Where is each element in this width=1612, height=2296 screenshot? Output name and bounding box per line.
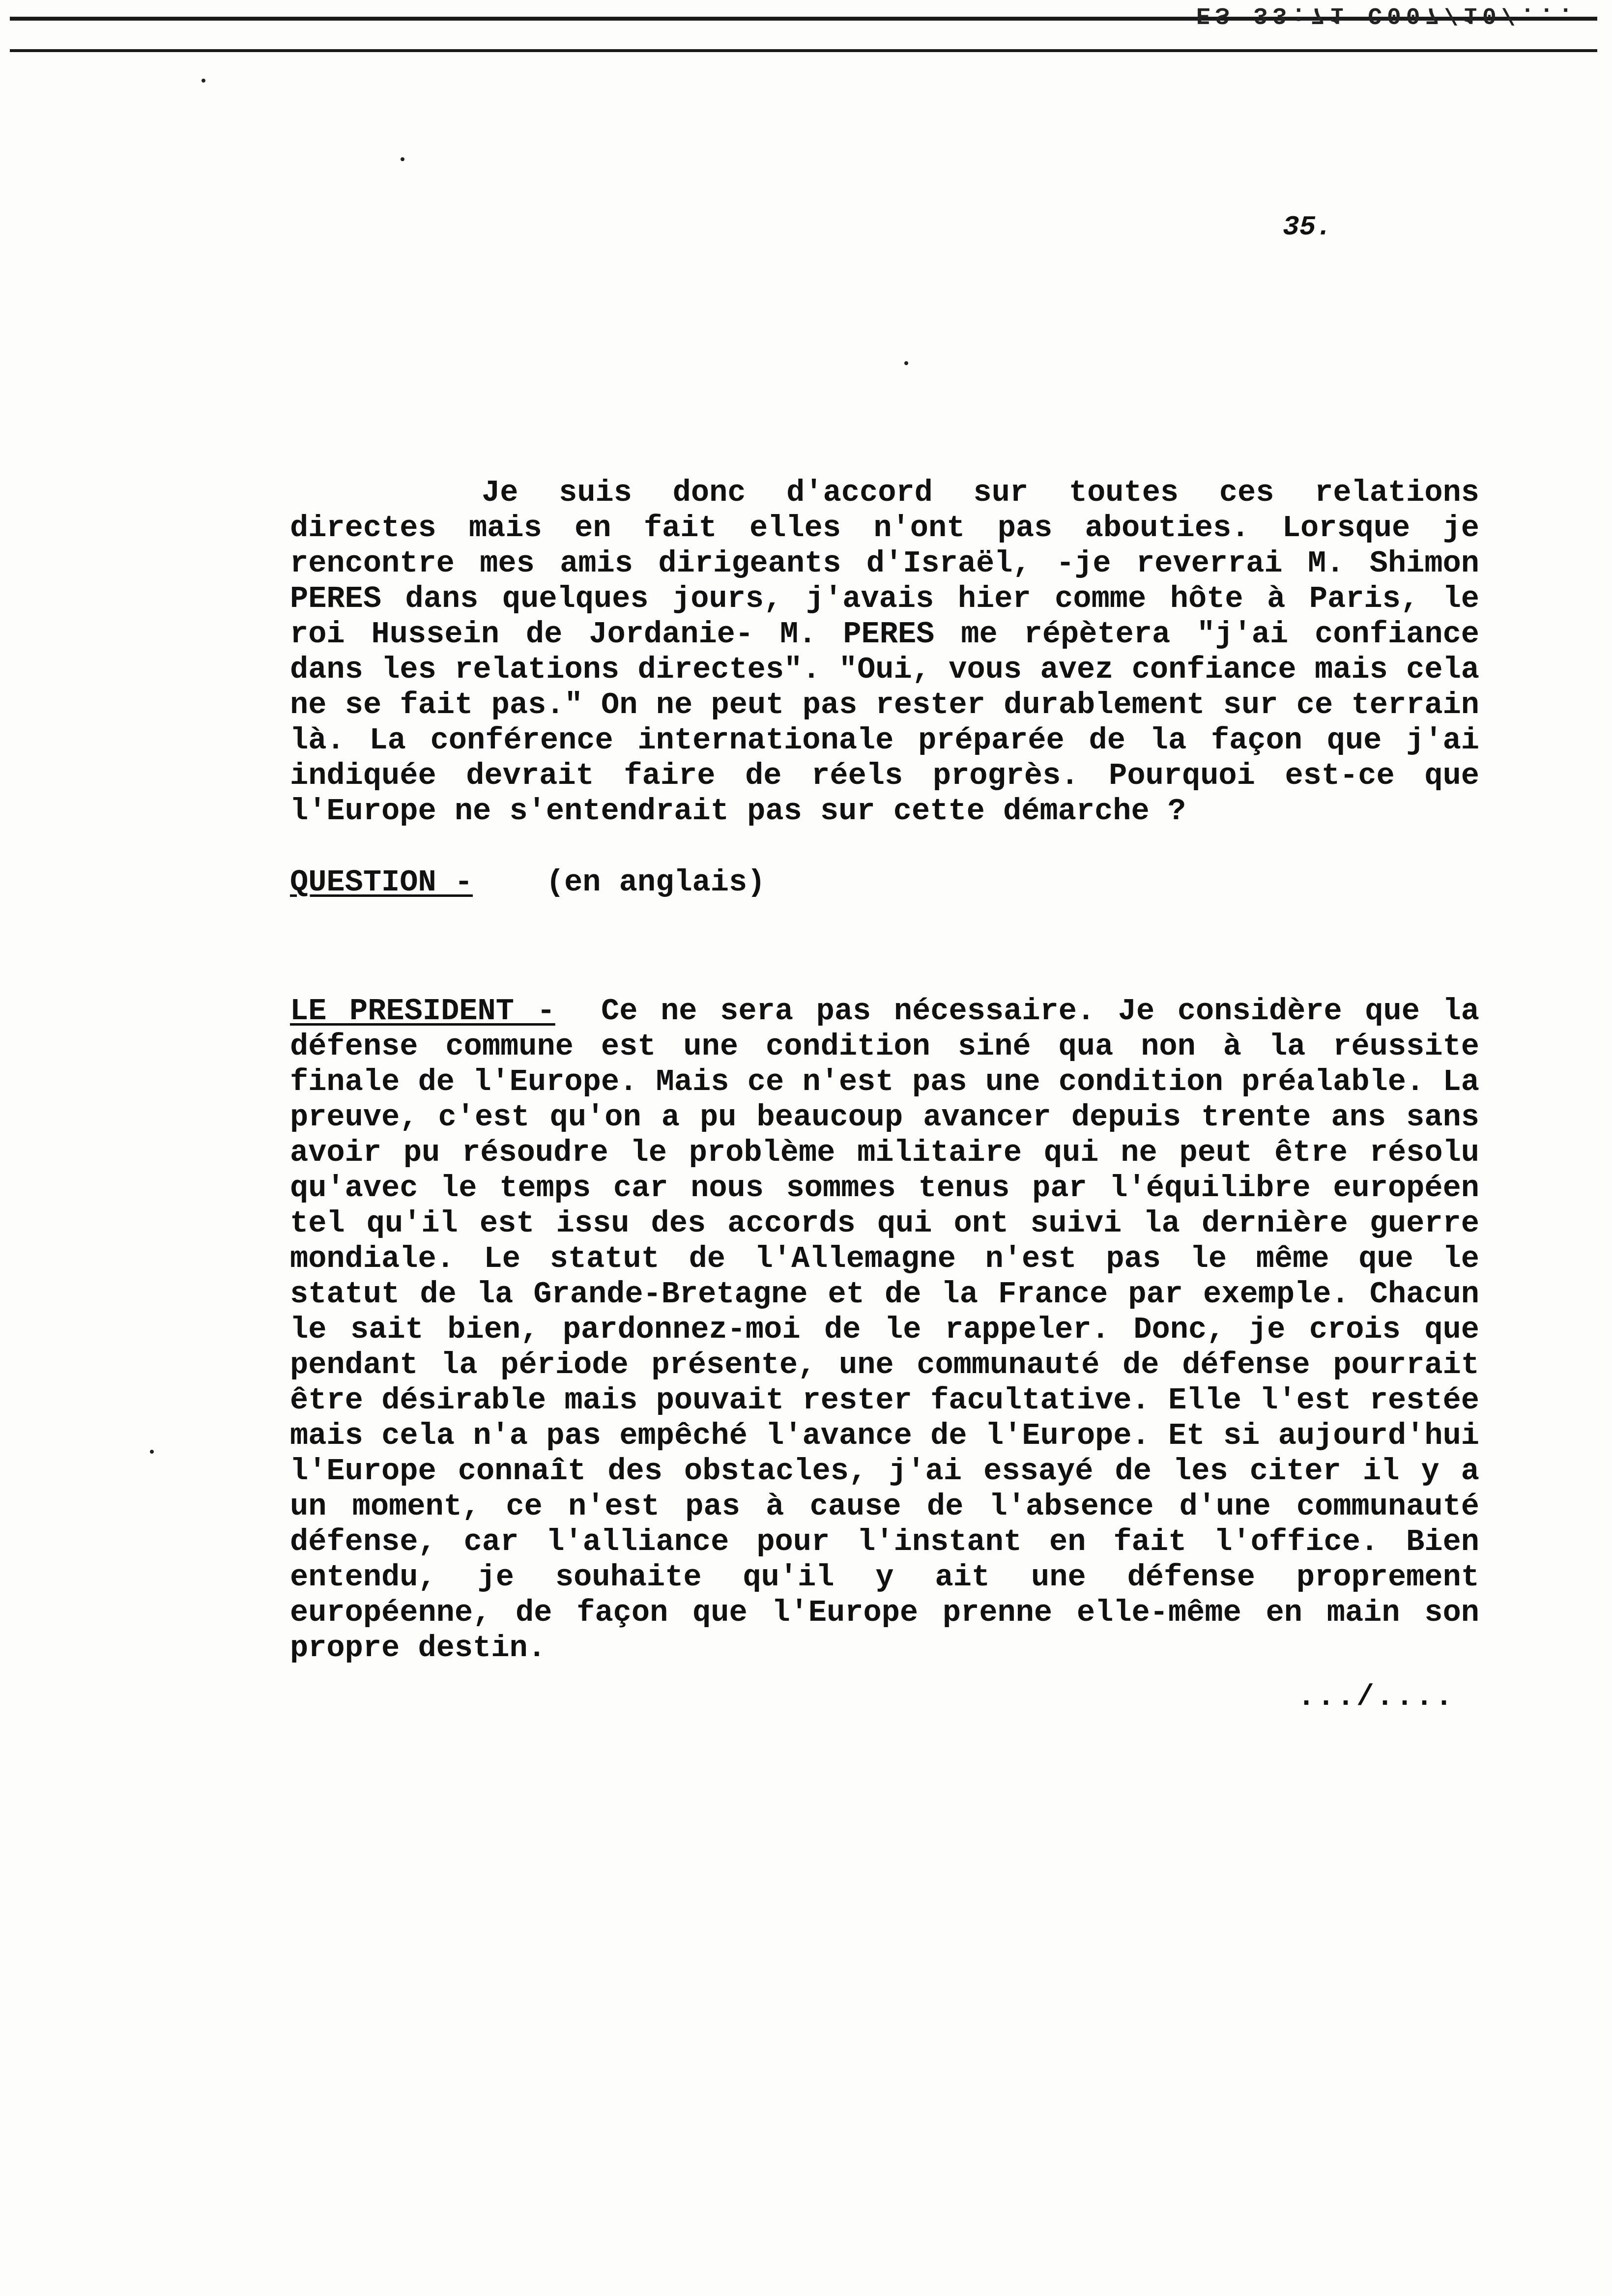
scan-speck xyxy=(401,157,404,161)
question-text: (en anglais) xyxy=(546,865,766,900)
scan-speck xyxy=(150,1450,154,1454)
continuation-marker: .../.... xyxy=(1297,1681,1455,1714)
fax-header-marks: ES 33:71 C007/10/... xyxy=(1196,1,1578,28)
scan-speck xyxy=(904,361,908,365)
president-answer-text: Ce ne sera pas nécessaire. Je considère que la défense commune est une condition siné qua non à la réussite finale de l'Europe. Mais ce n'est pas une condition préalable. La preuve, c'est qu'on a pu beaucoup avancer depuis trente ans sans avoir pu résoudre le problème militaire qui ne peut être résolu qu'avec le temps car nous sommes tenus par l'équilibre européen tel qu'il est issu des accords qui ont suivi la dernière guerre mondiale. Le statut de l'Allemagne n'est pas le même que le statut de la Grande-Bretagne et de la France par exemple. Chacun le sait bien, pardonnez-moi de le rappeler. Donc, je crois que pendant la période présente, une communauté de défense pourrait être désirable mais pouvait rester facultative. Elle l'est restée mais cela n'a pas empêché l'avance de l'Europe. Et si aujourd'hui l'Europe connaît des obstacles, j'ai essayé de les citer il y a un moment, ce n'est pas à cause de l'absence d'une communauté défense, car l'alliance pour l'instant en fait l'office. Bien entendu, je souhaite qu'il y ait une défense proprement européenne, de façon que l'Europe prenne elle-même en main son propre destin. xyxy=(290,994,1479,1665)
page-number: 35. xyxy=(1283,211,1332,243)
president-answer xyxy=(290,994,1479,1666)
scan-speck xyxy=(202,79,205,83)
question-line xyxy=(290,865,765,900)
fax-header-rule-lower xyxy=(10,49,1597,52)
paragraph-1: Je suis donc d'accord sur toutes ces relations directes mais en fait elles n'ont pas abouties. Lorsque je rencontre mes amis dirigeants d'Israël, -je reverrai M. Shimon PERES dans quelques jours, j'avais hier comme hôte à Paris, le roi Hussein de Jordanie- M. PERES me répètera "j'ai confiance dans les relations directes". "Oui, vous avez confiance mais cela ne se fait pas." On ne peut pas rester durablement sur ce terrain là. La conférence internationale préparée de la façon que j'ai indiquée devrait faire de réels progrès. Pourquoi est-ce que l'Europe ne s'entendrait pas sur cette démarche ? xyxy=(290,475,1479,829)
president-speaker: LE PRESIDENT - xyxy=(290,994,555,1029)
question-speaker: QUESTION - xyxy=(290,865,473,900)
